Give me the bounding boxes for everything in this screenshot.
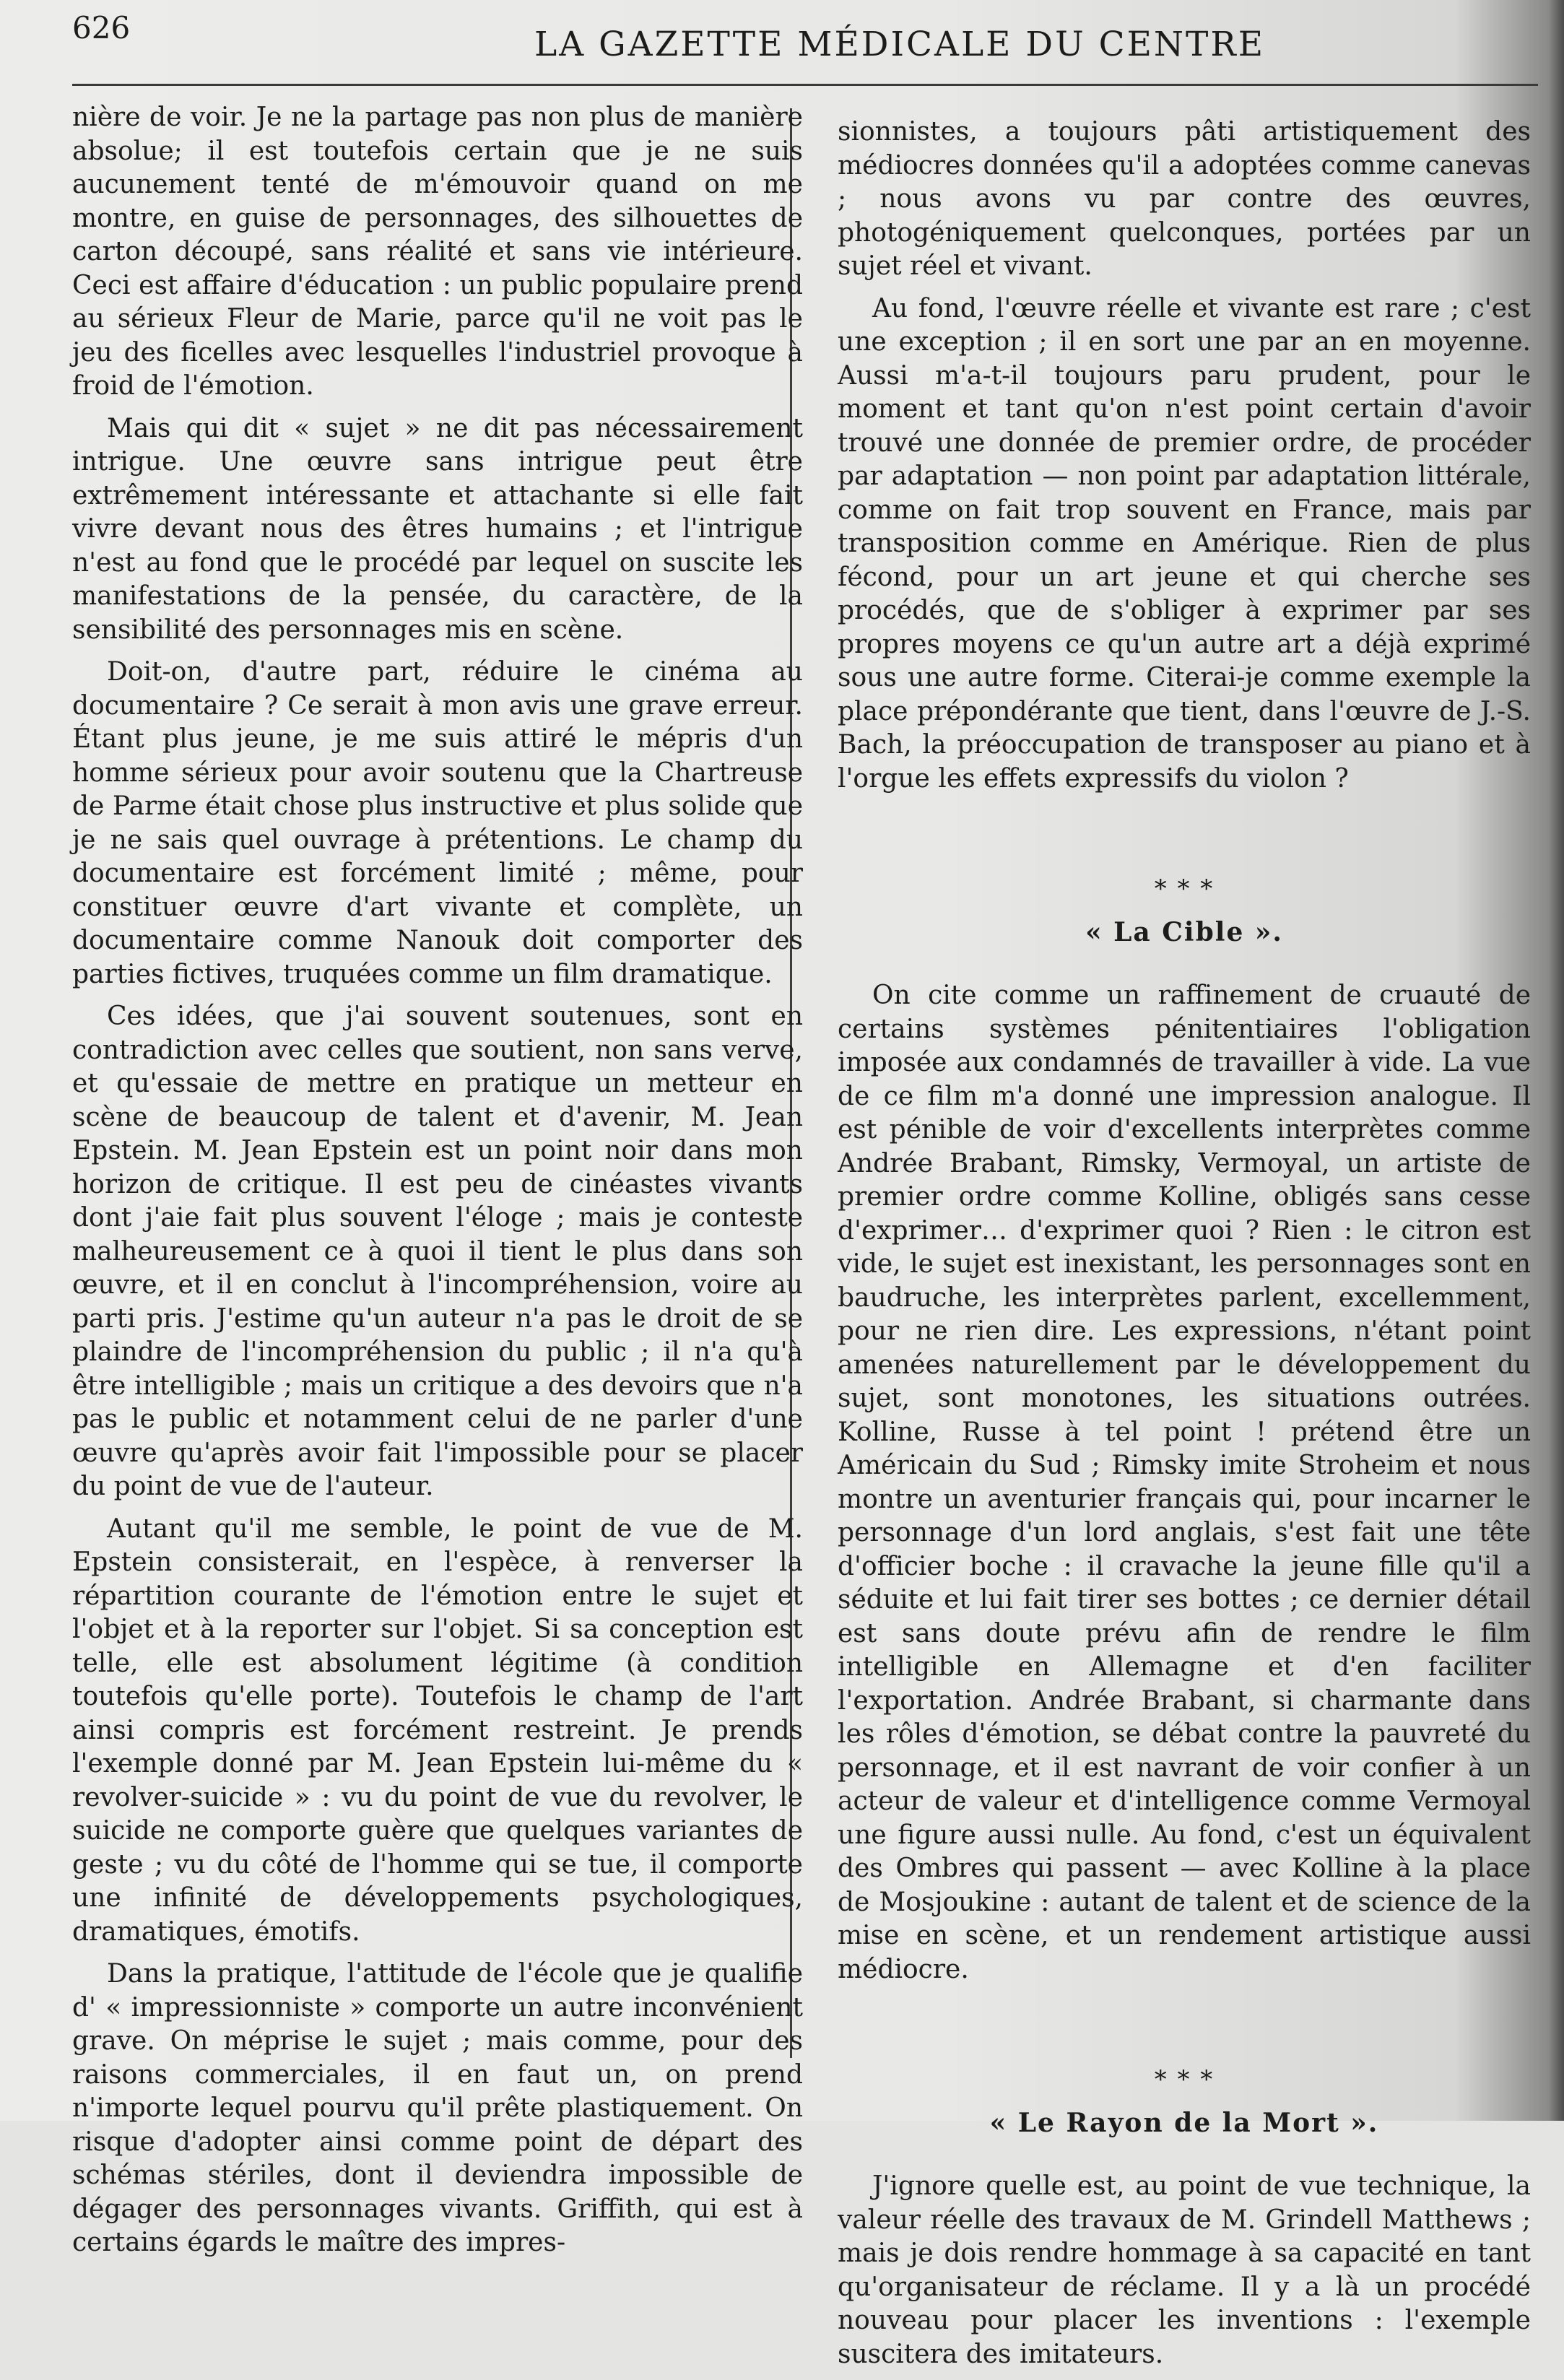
section-separator: * * * [1154,2065,1215,2094]
running-title: LA GAZETTE MÉDICALE DU CENTRE [534,25,1266,64]
paragraph: Doit-on, d'autre part, réduire le cinéma au documentaire ? Ce serait à mon avis une grave erreur. Étant plus jeune, je me suis attiré le mépris d'un homme sérieux pour avoir soutenu que la Chartreuse de Parme était chose plus instructive et plus solide que je ne sais quel ouvrage à prétentions. Le champ du documentaire est forcément limité ; même, pour constituer œuvre d'art vivante et complète, un documentaire comme Nanouk doit comporter des parties fictives, truquées comme un film dramatique. [72,657,803,989]
spacer [838,1995,1531,2038]
section-heading [838,2108,1531,2138]
spacer [838,804,1531,848]
paragraph: nière de voir. Je ne la partage pas non plus de manière absolue; il est toutefois certain que je ne suis aucunement tenté de m'émouvoir quand on me montre, en guise de personnages, des silhouettes de carton découpé, sans réalité et sans vie intérieure. Ceci est affaire d'éducation : un public populaire prend au sérieux Fleur de Marie, parce qu'il ne voit pas le jeu des ficelles avec lesquelles l'industriel provoque à froid de l'émotion. [72,103,803,401]
left-column [72,101,803,2269]
section-separator: * * * [1154,874,1215,903]
paragraph: On cite comme un raffinement de cruauté de certains systèmes pénitentiaires l'obligation imposée aux condamnés de travailler à vide. La vue de ce film m'a donné une impression analogue. Il est pénible de voir d'excellents interprètes comme Andrée Brabant, Rimsky, Vermoyal, un artiste de premier ordre comme Kolline, obligés sans cesse d'exprimer… d'exprimer quoi ? Rien : le citron est vide, le sujet est inexistant, les personnages sont en baudruche, les interprètes parlent, excellemment, pour ne rien dire. Les expressions, n'étant point amenées naturellement par le développement du sujet, sont monotones, les situations outrées. Kolline, Russe à tel point ! prétend être un Américain du Sud ; Rimsky imite Stroheim et nous montre un aventurier français qui, pour incarner le personnage d'un lord anglais, s'est fait une tête d'officier boche : il cravache la jeune fille qu'il a séduite et lui fait tirer ses bottes ; ce dernier détail est sans doute prévu afin de rendre le film intelligible en Allemagne et d'en faciliter l'exportation. Andrée Brabant, si charmante dans les rôles d'émotion, se débat contre la pauvreté du personnage, et il est navrant de voir confier à un acteur de valeur et d'intelligence comme Vermoyal une figure aussi nulle. Au fond, c'est un équivalent des Ombres qui passent — avec Kolline à la place de Mosjoukine : autant de talent et de science de la mise en scène, et un rendement artistique aussi médiocre. [838,981,1531,1984]
paragraph: Au fond, l'œuvre réelle et vivante est rare ; c'est une exception ; il en sort une par an en moyenne. Aussi m'a-t-il toujours paru prudent, pour le moment et tant qu'on n'est point certain d'avoir trouvé une donnée de premier ordre, de procéder par adaptation — non point par adaptation littérale, comme on fait trop souvent en France, mais par transposition comme en Amérique. Rien de plus fécond, pour un art jeune et qui cherche ses procédés, que de s'obliger à exprimer par ses propres moyens ce qu'un autre art a déjà exprimé sous une autre forme. Citerai-je comme exemple la place prépondérante que tient, dans l'œuvre de J.-S. Bach, la préoccupation de transposer au piano et à l'orgue les effets expressifs du violon ? [838,293,1531,794]
section-heading-text: « Le Rayon de la Mort ». [989,2108,1379,2138]
paragraph: J'ignore quelle est, au point de vue technique, la valeur réelle des travaux de M. Grindell Matthews ; mais je dois rendre hommage à sa capacité en tant qu'organisateur de réclame. Il y a là un procédé nouveau pour placer les inventions : l'exemple suscitera des imitateurs. [838,2171,1531,2369]
right-column [838,116,1531,2380]
paragraph: Mais qui dit « sujet » ne dit pas nécessairement intrigue. Une œuvre sans intrigue peut être extrêmement intéressante et attachante si elle fait vivre devant nous des êtres humains ; et l'intrigue n'est au fond que le procédé par lequel on suscite les manifestations de la pensée, du caractère, de la sensibilité des personnages mis en scène. [72,413,803,645]
section-heading-text: « La Cible ». [1085,917,1283,947]
section-heading [838,917,1531,947]
paragraph: sionnistes, a toujours pâti artistiquement des médiocres données qu'il a adoptées comme canevas ; nous avons vu par contre des œuvres, photogéniquement quelconques, portées par un sujet réel et vivant. [838,117,1531,281]
paragraph: Ces idées, que j'ai souvent soutenues, sont en contradiction avec celles que soutient, non sans verve, et qu'essaie de mettre en pratique un metteur en scène de beaucoup de talent et d'avenir, M. Jean Epstein. M. Jean Epstein est un point noir dans mon horizon de critique. Il est peu de cinéastes vivants dont j'aie fait plus souvent l'éloge ; mais je conteste malheureusement ce à quoi il tient le plus dans son œuvre, et il en conclut à l'incompréhension, voire au parti pris. J'estime qu'un auteur n'a pas le droit de se plaindre de l'incompréhension du public ; il n'a qu'à être intelligible ; mais un critique a des devoirs que n'a pas le public et notamment celui de ne parler d'une œuvre qu'après avoir fait l'impossible pour se placer du point de vue de l'auteur. [72,1002,803,1501]
paragraph: Autant qu'il me semble, le point de vue de M. Epstein consisterait, en l'espèce, à renverser la répartition courante de l'émotion entre le sujet et l'objet et à la reporter sur l'objet. Si sa conception est telle, elle est absolument légitime (à condition toutefois qu'elle porte). Toutefois le champ de l'art ainsi compris est forcément restreint. Je prends l'exemple donné par M. Jean Epstein lui-même du « revolver-suicide » : vu du point de vue du revolver, le suicide ne comporte guère que quelques variantes de geste ; vu du côté de l'homme qui se tue, il comporte une infinité de développements psychologiques, dramatiques, émotifs. [72,1513,803,1947]
header-rule [72,84,1538,86]
page-number: 626 [72,10,131,45]
paragraph: Dans la pratique, l'attitude de l'école que je qualifie d' « impressionniste » comporte un autre inconvénient grave. On méprise le sujet ; mais comme, pour des raisons commerciales, il en faut un, on prend n'importe lequel pourvu qu'il prête plastiquement. On risque d'adopter ainsi comme point de départ des schémas stériles, dont il deviendra impossible de dégager des personnages vivants. Griffith, qui est à certains égards le maître des impres- [72,1959,803,2257]
